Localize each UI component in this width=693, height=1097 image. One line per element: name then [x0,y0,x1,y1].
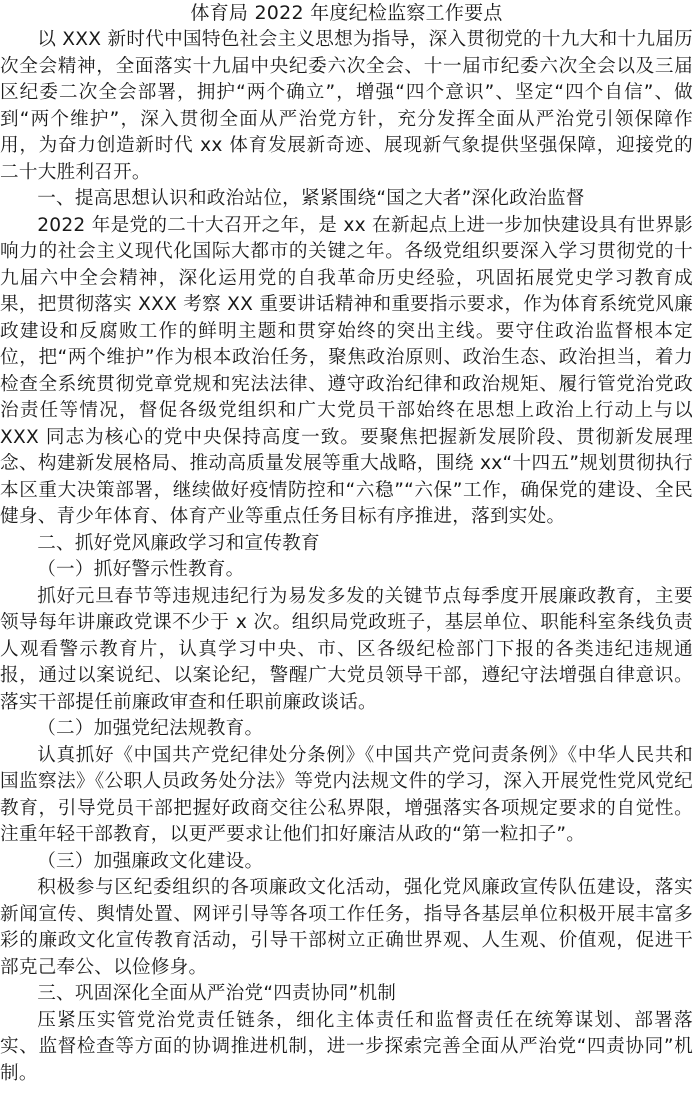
subsection-heading-2-1: （一）抓好警示性教育。 [37,559,245,580]
section-heading-3: 三、巩固深化全面从严治党“四责协同”机制 [37,983,397,1004]
subsection-2-3-paragraph: 积极参与区纪委组织的各项廉政文化活动，强化党风廉政宣传队伍建设，落实新闻宣传、舆情处置、网评引导等各项工作任务，指导各基层单位积极开展丰富多彩的廉政文化宣传教育活动，引导干部树立正确世界观、人生观、价值观，促进干部克己奉公、以俭修身。 [0,877,693,978]
subsection-heading-2-3: （三）加强廉政文化建设。 [37,850,264,872]
section-1-paragraph: 2022 年是党的二十大召开之年，是 xx 在新起点上进一步加快建设具有世界影响力的社会主义现代化国际大都市的关键之年。各级党组织要深入学习贯彻党的十九届六中全会精神，深化运用党的自我革命历史经验，巩固拓展党史学习教育成果，把贯彻落实 XXX 考察 XX 重要讲话精神和重要指示要求，作为体育系统党风廉政建设和反腐败工作的鲜明主题和贯穿始终的突出主线。要守住政治监督根本定位，把“两个维护”作为根本政治任务，聚焦政治原则、政治生态、政治担当，着力检查全系统贯彻党章党规和宪法法律、遵守政治纪律和政治规矩、履行管党治党政治责任等情况，督促各级党组织和广大党员干部始终在思想上政治上行动上与以 XXX 同志为核心的党中央保持高度一致。要聚焦把握新发展阶段、贯彻新发展理念、构建新发展格局、推动高质量发展等重大战略，围绕 xx“十四五”规划贯彻执行本区重大决策部署，继续做好疫情防控和“六稳”“六保”工作，确保党的建设、全民健身、青少年体育、体育产业等重点任务目标有序推进，落到实处。 [0,214,693,527]
section-heading-1: 一、提高思想认识和政治站位，紧紧围绕“国之大者”深化政治监督 [37,188,585,209]
section-3-paragraph: 压紧压实管党治党责任链条，细化主体责任和监督责任在统筹谋划、部署落实、监督检查等方面的协调推进机制，进一步探索完善全面从严治党“四责协同”机制。 [0,1009,693,1084]
subsection-heading-2-2: （二）加强党纪法规教育。 [37,718,264,739]
section-heading-2: 二、抓好党风廉政学习和宣传教育 [37,532,320,554]
page-title: 体育局 2022 年度纪检监察工作要点 [190,2,503,24]
subsection-2-2-paragraph: 认真抓好《中国共产党纪律处分条例》《中国共产党问责条例》《中华人民共和国监察法》《公职人员政务处分法》等党内法规文件的学习，深入开展党性党风党纪教育，引导党员干部把握好政商交往公私界限，增强落实各项规定要求的自觉性。注重年轻干部教育，以更严要求让他们扣好廉洁从政的“第一粒扣子”。 [0,744,693,845]
subsection-2-1-paragraph: 抓好元旦春节等违规违纪行为易发多发的关键节点每季度开展廉政教育，主要领导每年讲廉政党课不少于 x 次。组织局党政班子，基层单位、职能科室条线负责人观看警示教育片，认真学习中央、市、区各级纪检部门下报的各类违纪违规通报，通过以案说纪、以案论纪，警醒广大党员领导干部，遵纪守法增强自律意识。落实干部提任前廉政审查和任职前廉政谈话。 [0,585,693,713]
intro-paragraph: 以 XXX 新时代中国特色社会主义思想为指导，深入贯彻党的十九大和十九届历次全会精神，全面落实十九届中央纪委六次全会、十一届市纪委六次全会以及三届区纪委二次全会部署，拥护“两个确立”，增强“四个意识”、坚定“四个自信”、做到“两个维护”，深入贯彻全面从严治党方针，充分发挥全面从严治党引领保障作用，为奋力创造新时代 xx 体育发展新奇迹、展现新气象提供坚强保障，迎接党的二十大胜利召开。 [0,29,693,183]
